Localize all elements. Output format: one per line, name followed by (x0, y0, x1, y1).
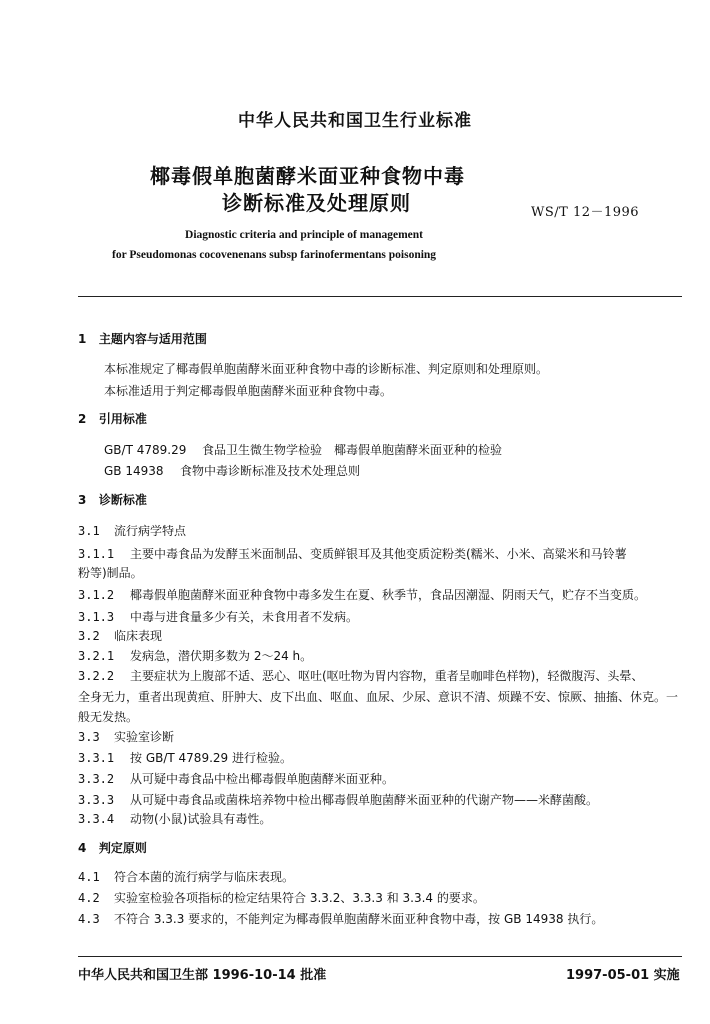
clause (78, 749, 292, 766)
section-title: 主题内容与适用范围 (98, 332, 207, 346)
clause-text: 发病急，潜伏期多数为 2～24 h。 (130, 649, 313, 663)
bottom-divider (78, 956, 682, 957)
clause-number: 4.1 (78, 870, 100, 884)
clause-number: 3.1 (78, 524, 100, 538)
clause-text: 符合本菌的流行病学与临床表现。 (114, 870, 295, 884)
clause-number: 3.1.2 (78, 588, 115, 602)
clause (78, 910, 603, 927)
clause-text: 临床表现 (114, 629, 163, 643)
clause-number: 3.3.2 (78, 772, 115, 786)
clause-continuation: 全身无力，重者出现黄疸、肝肿大、皮下出血、呕血、血尿、少尿、意识不清、烦躁不安、惊厥、抽搐、休克。一 (78, 690, 679, 704)
section-number: 1 (78, 332, 87, 346)
section-number: 2 (78, 412, 87, 426)
clause-number: 3.1.3 (78, 610, 115, 624)
title-line-2: 诊断标准及处理原则 (222, 191, 411, 215)
clause-number: 3.2.1 (78, 649, 115, 663)
reference-title: 食物中毒诊断标准及技术处理总则 (180, 464, 361, 478)
reference-code: GB 14938 (104, 464, 164, 478)
clause-number: 3.3.1 (78, 751, 115, 765)
clause (78, 791, 598, 808)
issuing-authority: 中华人民共和国卫生行业标准 (238, 111, 472, 131)
clause-continuation: 粉等)制品。 (78, 566, 143, 580)
clause (78, 770, 394, 787)
clause-number: 3.2.2 (78, 669, 115, 683)
clause (78, 545, 627, 562)
top-divider (78, 296, 682, 297)
clause (78, 728, 174, 745)
clause-text: 从可疑中毒食品中检出椰毒假单胞菌酵米面亚种。 (130, 772, 395, 786)
clause-number: 4.3 (78, 912, 100, 926)
section-title: 判定原则 (98, 841, 147, 855)
section-title: 诊断标准 (98, 493, 147, 507)
standard-number: WS/T 12－1996 (531, 205, 640, 220)
reference-item (104, 441, 502, 458)
clause-number: 3.1.1 (78, 547, 115, 561)
section-3-heading (78, 491, 147, 508)
clause-text: 实验室检验各项指标的检定结果符合 3.3.2、3.3.3 和 3.3.4 的要求。 (114, 891, 485, 905)
clause-text: 椰毒假单胞菌酵米面亚种食物中毒多发生在夏、秋季节，食品因潮湿、阴雨天气，贮存不当变质。 (130, 588, 647, 602)
section-number: 4 (78, 841, 87, 855)
clause-number: 4.2 (78, 891, 100, 905)
reference-title: 食品卫生微生物学检验 椰毒假单胞菌酵米面亚种的检验 (202, 443, 503, 457)
clause-text: 流行病学特点 (114, 524, 187, 538)
paragraph: 本标准规定了椰毒假单胞菌酵米面亚种食物中毒的诊断标准、判定原则和处理原则。 (104, 362, 549, 376)
clause-text: 中毒与进食量多少有关，未食用者不发病。 (130, 610, 359, 624)
section-title: 引用标准 (98, 412, 147, 426)
reference-item (104, 462, 360, 479)
clause-text: 主要中毒食品为发酵玉米面制品、变质鲜银耳及其他变质淀粉类(糯米、小米、高粱米和马铃薯 (130, 547, 627, 561)
clause (78, 586, 646, 603)
implementation-date: 1997-05-01 实施 (566, 968, 680, 983)
clause (78, 868, 294, 885)
title-line-1: 椰毒假单胞菌酵米面亚种食物中毒 (150, 164, 465, 188)
clause (78, 522, 186, 539)
clause-text: 动物(小鼠)试验具有毒性。 (130, 812, 272, 826)
clause (78, 608, 358, 625)
clause (78, 627, 162, 644)
clause-text: 按 GB/T 4789.29 进行检验。 (130, 751, 292, 765)
clause-number: 3.3 (78, 730, 100, 744)
section-2-heading (78, 410, 147, 427)
clause-text: 主要症状为上腹部不适、恶心、呕吐(呕吐物为胃内容物，重者呈咖啡色样物)，轻微腹泻、头晕、 (130, 669, 644, 683)
clause (78, 647, 312, 664)
clause-number: 3.3.3 (78, 793, 115, 807)
english-title-line-1: Diagnostic criteria and principle of management (185, 229, 423, 241)
clause-number: 3.2 (78, 629, 100, 643)
clause-text: 实验室诊断 (114, 730, 175, 744)
approval-date: 中华人民共和国卫生部 1996-10-14 批准 (78, 968, 327, 983)
clause (78, 810, 271, 827)
clause-text: 不符合 3.3.3 要求的，不能判定为椰毒假单胞菌酵米面亚种食物中毒，按 GB 14938 执行。 (114, 912, 604, 926)
clause-continuation: 般无发热。 (78, 710, 139, 724)
section-number: 3 (78, 493, 87, 507)
clause (78, 889, 485, 906)
clause (78, 667, 643, 684)
clause-text: 从可疑中毒食品或菌株培养物中检出椰毒假单胞菌酵米面亚种的代谢产物——米酵菌酸。 (130, 793, 599, 807)
reference-code: GB/T 4789.29 (104, 443, 187, 457)
english-title-line-2: for Pseudomonas cocovenenans subsp farinofermentans poisoning (112, 249, 437, 261)
section-1-heading (78, 330, 207, 347)
paragraph: 本标准适用于判定椰毒假单胞菌酵米面亚种食物中毒。 (104, 384, 393, 398)
section-4-heading (78, 839, 147, 856)
clause-number: 3.3.4 (78, 812, 115, 826)
